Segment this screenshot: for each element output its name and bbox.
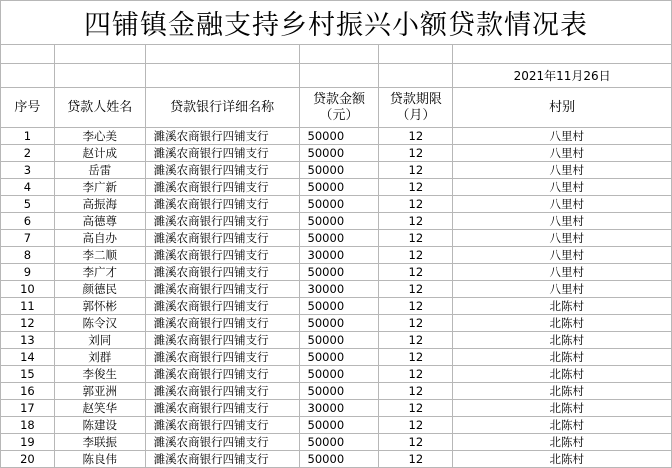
table-row (1, 145, 672, 162)
cell-bank[interactable]: 濉溪农商银行四铺支行 (145, 196, 299, 213)
cell-amount[interactable]: 30000 (299, 281, 379, 298)
date-row (1, 64, 672, 88)
cell-village[interactable]: 北陈村 (453, 434, 672, 451)
table-row (1, 281, 672, 298)
cell-bank[interactable]: 濉溪农商银行四铺支行 (145, 298, 299, 315)
table-row (1, 434, 672, 451)
cell-amount[interactable]: 50000 (299, 315, 379, 332)
cell-bank[interactable]: 濉溪农商银行四铺支行 (145, 332, 299, 349)
cell-bank[interactable]: 濉溪农商银行四铺支行 (145, 128, 299, 145)
cell-seq[interactable]: 20 (1, 451, 55, 468)
cell-village[interactable]: 北陈村 (453, 332, 672, 349)
cell-amount[interactable]: 50000 (299, 451, 379, 468)
table-row (1, 400, 672, 417)
cell-bank[interactable]: 濉溪农商银行四铺支行 (145, 383, 299, 400)
cell-seq[interactable]: 15 (1, 366, 55, 383)
cell-village[interactable]: 八里村 (453, 230, 672, 247)
cell-name[interactable]: 李二顺 (54, 247, 145, 264)
table-row (1, 213, 672, 230)
cell-name[interactable]: 李俊生 (54, 366, 145, 383)
header-borrower[interactable]: 贷款人姓名 (54, 88, 145, 128)
cell-village[interactable]: 北陈村 (453, 451, 672, 468)
cell-village[interactable]: 北陈村 (453, 366, 672, 383)
cell-village[interactable]: 北陈村 (453, 417, 672, 434)
cell-amount[interactable]: 50000 (299, 383, 379, 400)
cell-seq[interactable]: 17 (1, 400, 55, 417)
cell-seq[interactable]: 2 (1, 145, 55, 162)
cell-term[interactable]: 12 (379, 298, 453, 315)
report-date[interactable]: 2021年11月26日 (453, 64, 672, 88)
cell-bank[interactable]: 濉溪农商银行四铺支行 (145, 145, 299, 162)
cell-village[interactable]: 八里村 (453, 162, 672, 179)
table-row (1, 128, 672, 145)
cell-amount[interactable]: 30000 (299, 400, 379, 417)
cell-amount[interactable]: 50000 (299, 196, 379, 213)
cell-bank[interactable]: 濉溪农商银行四铺支行 (145, 162, 299, 179)
cell-seq[interactable]: 12 (1, 315, 55, 332)
table-row (1, 417, 672, 434)
cell-seq[interactable]: 10 (1, 281, 55, 298)
cell-seq[interactable]: 1 (1, 128, 55, 145)
cell-amount[interactable]: 50000 (299, 434, 379, 451)
cell-term[interactable]: 12 (379, 315, 453, 332)
cell-bank[interactable]: 濉溪农商银行四铺支行 (145, 400, 299, 417)
cell-seq[interactable]: 6 (1, 213, 55, 230)
table-row (1, 366, 672, 383)
cell-name[interactable]: 李广才 (54, 264, 145, 281)
cell-name[interactable]: 陈令汉 (54, 315, 145, 332)
cell-amount[interactable]: 30000 (299, 247, 379, 264)
cell-amount[interactable]: 50000 (299, 145, 379, 162)
cell-seq[interactable]: 16 (1, 383, 55, 400)
cell-term[interactable]: 12 (379, 213, 453, 230)
cell-term[interactable]: 12 (379, 451, 453, 468)
table-row (1, 451, 672, 468)
cell-village[interactable]: 八里村 (453, 196, 672, 213)
cell-name[interactable]: 李心美 (54, 128, 145, 145)
table-row (1, 179, 672, 196)
table-row (1, 247, 672, 264)
cell-village[interactable]: 八里村 (453, 264, 672, 281)
table-row (1, 315, 672, 332)
cell-name[interactable]: 陈建设 (54, 417, 145, 434)
header-village[interactable]: 村别 (453, 88, 672, 128)
cell-seq[interactable]: 4 (1, 179, 55, 196)
cell-term[interactable]: 12 (379, 162, 453, 179)
cell-term[interactable]: 12 (379, 332, 453, 349)
cell-term[interactable]: 12 (379, 264, 453, 281)
cell-seq[interactable]: 5 (1, 196, 55, 213)
cell-term[interactable]: 12 (379, 179, 453, 196)
cell-seq[interactable]: 18 (1, 417, 55, 434)
cell-village[interactable]: 八里村 (453, 179, 672, 196)
cell-term[interactable]: 12 (379, 349, 453, 366)
cell-term[interactable]: 12 (379, 196, 453, 213)
cell-name[interactable]: 郭怀彬 (54, 298, 145, 315)
cell-bank[interactable]: 濉溪农商银行四铺支行 (145, 417, 299, 434)
cell-amount[interactable]: 50000 (299, 417, 379, 434)
cell-bank[interactable]: 濉溪农商银行四铺支行 (145, 247, 299, 264)
cell-amount[interactable]: 50000 (299, 213, 379, 230)
table-row (1, 349, 672, 366)
cell-village[interactable]: 北陈村 (453, 383, 672, 400)
cell-name[interactable]: 陈良伟 (54, 451, 145, 468)
cell-name[interactable]: 李联振 (54, 434, 145, 451)
cell-village[interactable]: 八里村 (453, 213, 672, 230)
cell-term[interactable]: 12 (379, 281, 453, 298)
cell-name[interactable]: 颜德民 (54, 281, 145, 298)
table-row (1, 383, 672, 400)
cell-bank[interactable]: 濉溪农商银行四铺支行 (145, 264, 299, 281)
cell-term[interactable]: 12 (379, 366, 453, 383)
cell-bank[interactable]: 濉溪农商银行四铺支行 (145, 349, 299, 366)
cell-term[interactable]: 12 (379, 417, 453, 434)
cell-village[interactable]: 北陈村 (453, 400, 672, 417)
cell-amount[interactable]: 50000 (299, 349, 379, 366)
cell-seq[interactable]: 8 (1, 247, 55, 264)
cell-name[interactable]: 高自办 (54, 230, 145, 247)
cell-seq[interactable]: 3 (1, 162, 55, 179)
page-title: 四铺镇金融支持乡村振兴小额贷款情况表 (1, 1, 672, 45)
cell-term[interactable]: 12 (379, 434, 453, 451)
header-seq[interactable]: 序号 (1, 88, 55, 128)
cell-bank[interactable]: 濉溪农商银行四铺支行 (145, 366, 299, 383)
cell-amount[interactable]: 50000 (299, 264, 379, 281)
cell-seq[interactable]: 14 (1, 349, 55, 366)
cell-name[interactable]: 赵计成 (54, 145, 145, 162)
cell-name[interactable]: 高德尊 (54, 213, 145, 230)
cell-seq[interactable]: 9 (1, 264, 55, 281)
table-row (1, 230, 672, 247)
cell-amount[interactable]: 50000 (299, 298, 379, 315)
cell-term[interactable]: 12 (379, 230, 453, 247)
cell-amount[interactable]: 50000 (299, 162, 379, 179)
cell-village[interactable]: 北陈村 (453, 349, 672, 366)
cell-term[interactable]: 12 (379, 128, 453, 145)
cell-bank[interactable]: 濉溪农商银行四铺支行 (145, 434, 299, 451)
table-row (1, 332, 672, 349)
cell-bank[interactable]: 濉溪农商银行四铺支行 (145, 451, 299, 468)
cell-village[interactable]: 北陈村 (453, 298, 672, 315)
cell-name[interactable]: 刘群 (54, 349, 145, 366)
cell-bank[interactable]: 濉溪农商银行四铺支行 (145, 281, 299, 298)
header-term[interactable]: 贷款期限（月） (379, 88, 453, 128)
cell-name[interactable]: 刘同 (54, 332, 145, 349)
cell-amount[interactable]: 50000 (299, 128, 379, 145)
cell-bank[interactable]: 濉溪农商银行四铺支行 (145, 315, 299, 332)
table-row (1, 162, 672, 179)
cell-name[interactable]: 郭亚洲 (54, 383, 145, 400)
cell-seq[interactable]: 19 (1, 434, 55, 451)
cell-village[interactable]: 八里村 (453, 281, 672, 298)
table-row (1, 196, 672, 213)
cell-bank[interactable]: 濉溪农商银行四铺支行 (145, 230, 299, 247)
cell-amount[interactable]: 50000 (299, 332, 379, 349)
cell-term[interactable]: 12 (379, 383, 453, 400)
cell-bank[interactable]: 濉溪农商银行四铺支行 (145, 179, 299, 196)
cell-term[interactable]: 12 (379, 400, 453, 417)
cell-amount[interactable]: 50000 (299, 179, 379, 196)
table-row (1, 298, 672, 315)
cell-village[interactable]: 八里村 (453, 145, 672, 162)
cell-bank[interactable]: 濉溪农商银行四铺支行 (145, 213, 299, 230)
cell-village[interactable]: 北陈村 (453, 315, 672, 332)
cell-term[interactable]: 12 (379, 145, 453, 162)
cell-village[interactable]: 八里村 (453, 247, 672, 264)
blank-row (1, 45, 672, 64)
header-amount[interactable]: 贷款金额（元） (299, 88, 379, 128)
cell-seq[interactable]: 11 (1, 298, 55, 315)
cell-seq[interactable]: 13 (1, 332, 55, 349)
cell-name[interactable]: 高振海 (54, 196, 145, 213)
cell-amount[interactable]: 50000 (299, 230, 379, 247)
cell-village[interactable]: 八里村 (453, 128, 672, 145)
header-bank[interactable]: 贷款银行详细名称 (145, 88, 299, 128)
cell-term[interactable]: 12 (379, 247, 453, 264)
cell-name[interactable]: 赵笑华 (54, 400, 145, 417)
table-row (1, 264, 672, 281)
header-row (1, 88, 672, 128)
cell-name[interactable]: 李广新 (54, 179, 145, 196)
cell-name[interactable]: 岳雷 (54, 162, 145, 179)
cell-seq[interactable]: 7 (1, 230, 55, 247)
cell-amount[interactable]: 50000 (299, 366, 379, 383)
